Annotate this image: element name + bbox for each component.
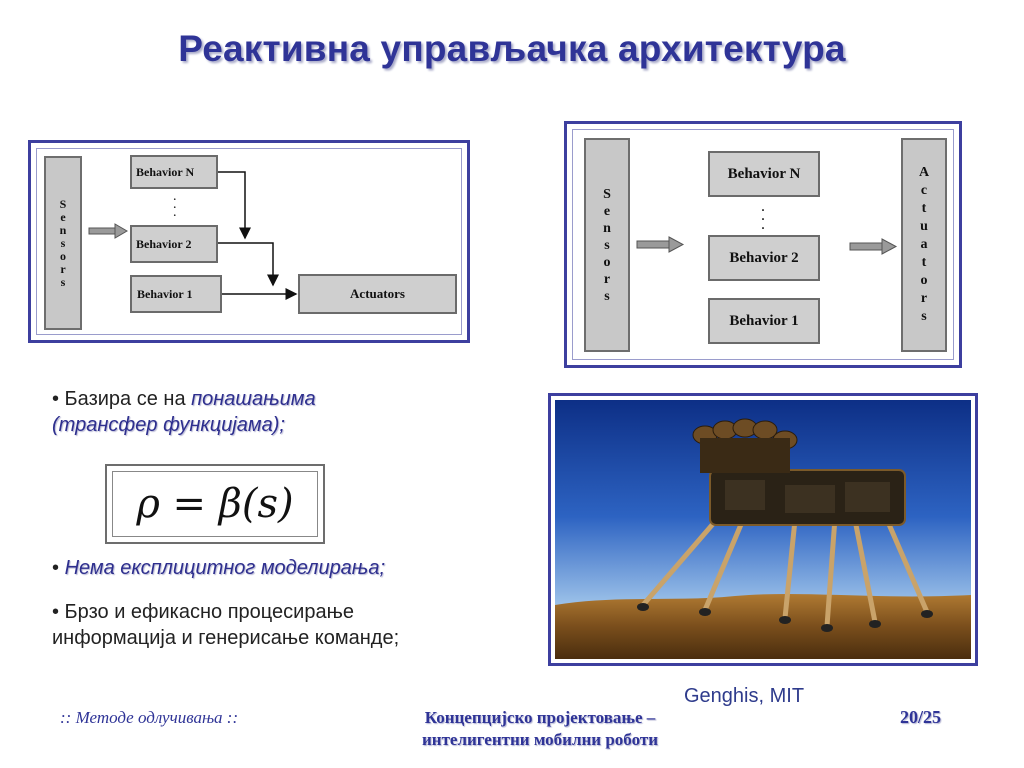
actuators-letter: c [920,183,928,198]
behavior-label: Behavior 2 [729,249,799,266]
sensors-to-behaviors-arrow [89,224,127,238]
left-diagram-arrows [31,143,473,346]
footer-course-name: :: Методе одлучивања :: [60,708,239,727]
sensors-letter: s [60,235,66,250]
bullet-behaviors [52,386,432,438]
sensors-letter: e [603,203,611,219]
sensors-letter: n [603,220,611,236]
sensors-letter: o [60,248,66,263]
actuators-letter: o [920,273,928,288]
right-diagram-arrows [567,124,965,371]
bullet-marker: • [52,557,65,579]
sensors-letter: r [60,261,66,276]
page-number: 20/25 [900,707,942,727]
sensors-letter: s [604,288,610,304]
sensors-letter: r [603,271,611,287]
sensors-letter: e [60,209,66,224]
bullet-text: информација и генерисање команде; [52,627,400,649]
footer-subject [360,707,720,751]
behavior-label: Behavior N [727,165,801,182]
bullet-emphasis: (трансфер функцијама); [52,414,285,436]
photo-caption: Genghis, MIT [684,685,805,707]
actuators-letter: a [920,237,928,252]
sensors-letter: S [603,186,611,202]
sensors-letter: o [603,254,611,270]
behavior-label: Behavior 1 [137,286,193,301]
left-behavior-dots: . . . [173,189,177,220]
behavior-label: Behavior N [136,164,195,179]
bullet-fast-processing [52,599,522,651]
left-diagram-frame [28,140,470,343]
sensors-letter: s [60,274,66,289]
right-diagram-frame [564,121,962,368]
sensors-letter: n [59,222,67,237]
bullet-emphasis: Нема експлицитног моделирања; [64,557,386,579]
behavior-label: Behavior 2 [136,236,192,251]
footer-subject-line1: Концепцијско пројектовање – [424,708,656,727]
bullet-text: • Брзо и ефикасно процесирање [52,601,354,623]
sensors-to-behaviors-arrow [637,237,683,252]
robot-photo [555,400,971,659]
bullet-no-modeling [52,555,512,581]
actuators-letter: r [920,291,928,306]
robot-photo-frame [548,393,978,666]
formula-box [105,464,325,544]
actuators-letter: t [921,255,927,270]
right-behavior-dots: . . . [761,198,765,233]
bullet-emphasis: понашањима [191,388,316,410]
sensors-letter: S [59,196,67,211]
formula-text: ρ = β(s) [112,471,318,537]
actuators-letter: A [918,165,930,180]
behavior-label: Behavior 1 [729,312,799,329]
actuators-letter: u [920,219,928,234]
actuators-label: Actuators [350,286,405,301]
slide-title: Реактивна управљачка архитектура [178,28,846,69]
behaviors-to-actuators-arrow [850,239,896,254]
bullet-text: • Базира се на [52,388,192,410]
sensors-letter: s [604,237,610,253]
actuators-letter: t [921,201,927,216]
footer-subject-line2: интелигентни мобилни роботи [421,730,659,749]
actuators-letter: s [921,309,927,324]
